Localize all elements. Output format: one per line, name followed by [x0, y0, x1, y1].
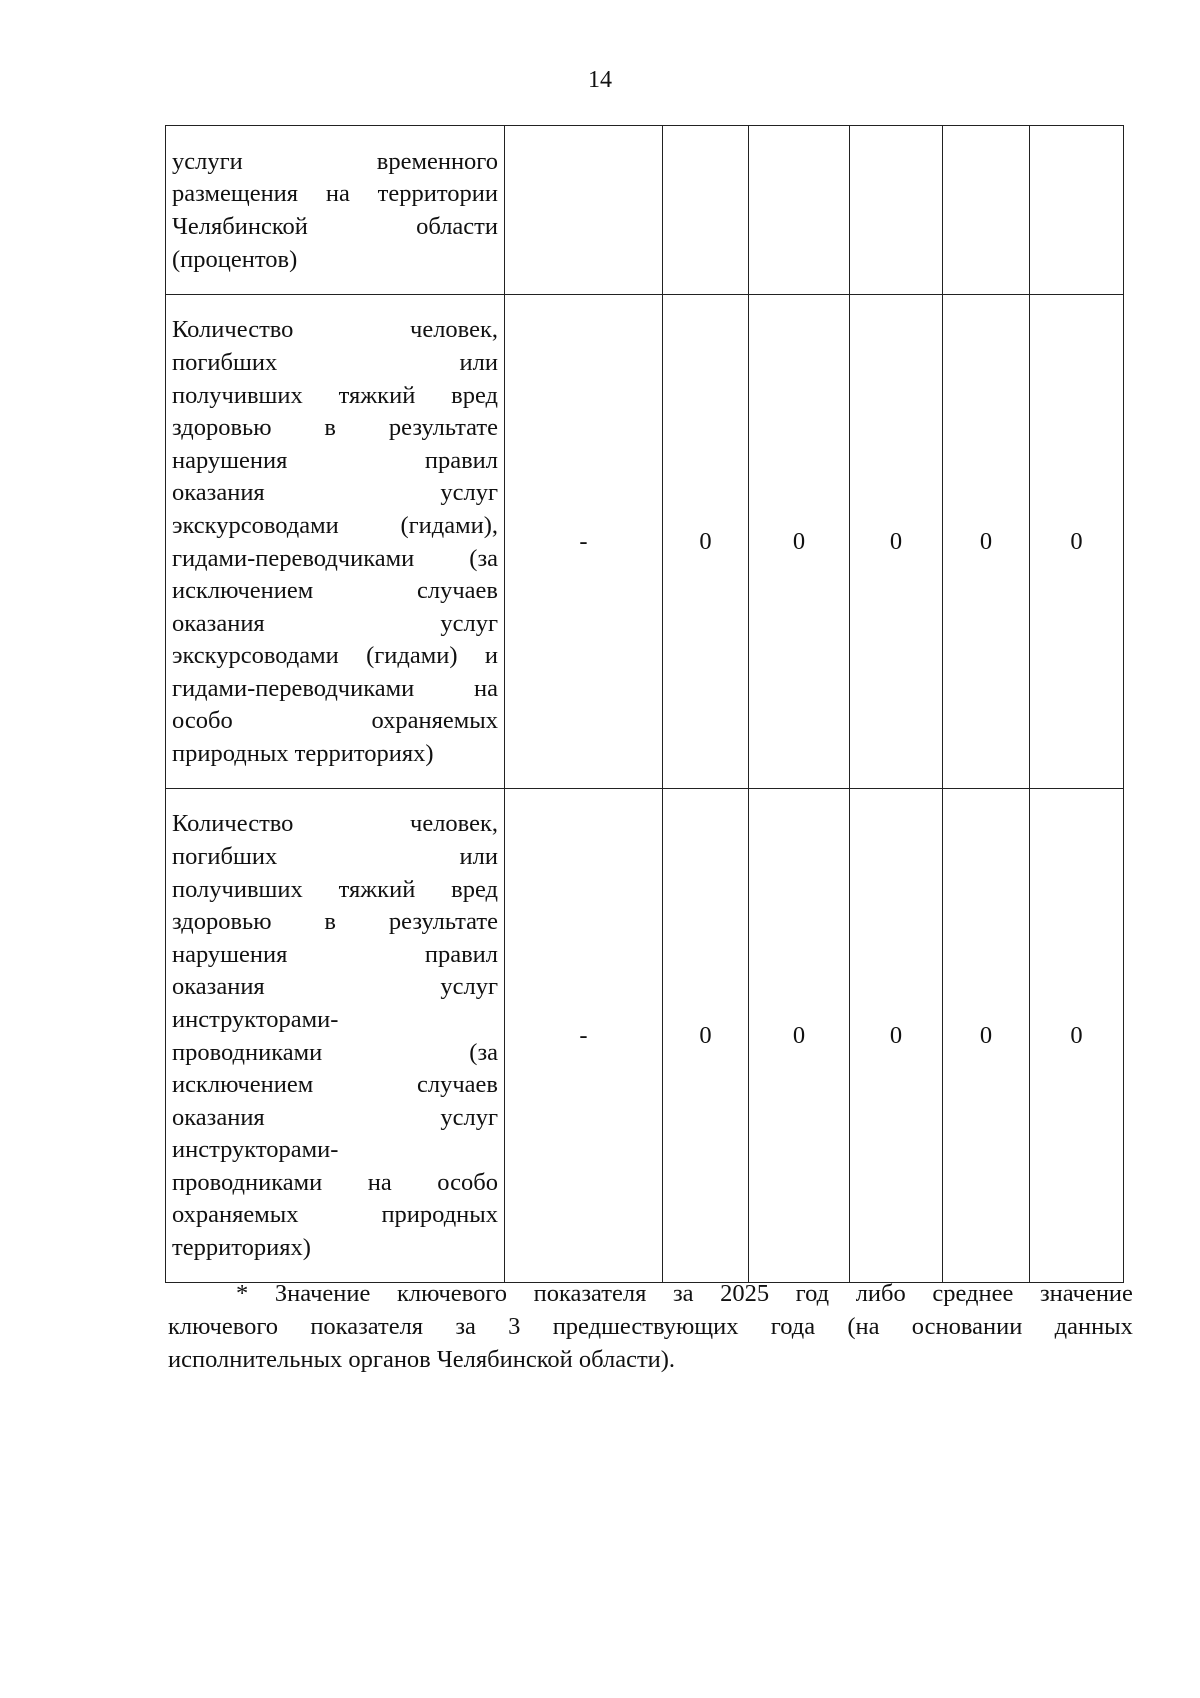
footnote	[168, 1277, 1133, 1376]
footnote-word: среднее	[932, 1280, 1014, 1307]
indicator-name-word: в	[324, 414, 336, 442]
page-number: 14	[588, 67, 612, 93]
indicator-name-line	[172, 971, 498, 1004]
footnote-word: 2025	[720, 1280, 770, 1307]
indicator-name-word: оказания	[172, 479, 265, 507]
table-row	[166, 295, 1124, 789]
indicator-name-line	[172, 575, 498, 608]
indicator-name-line	[172, 1004, 498, 1037]
indicator-name-word: правил	[424, 940, 498, 968]
footnote-word: (на	[847, 1313, 880, 1340]
indicator-name-word: оказания	[172, 1103, 265, 1131]
indicator-name-word: территории	[377, 180, 498, 208]
indicator-name-word: области	[416, 213, 498, 240]
indicator-name-word: (за	[469, 1038, 498, 1066]
indicator-name-word: на	[325, 180, 350, 208]
value-year-1-cell	[663, 126, 749, 295]
indicator-name-word: природных	[381, 1201, 498, 1229]
footnote-word: данных	[1054, 1313, 1133, 1340]
indicator-name-line	[172, 314, 498, 347]
indicator-name-word: случаев	[417, 577, 498, 605]
indicator-name-line	[172, 543, 498, 576]
indicator-name-word: оказания	[172, 609, 265, 637]
indicator-name-word: особо	[172, 707, 233, 735]
indicator-name-word: результате	[388, 414, 498, 442]
indicator-name-word: проводниками	[172, 1168, 323, 1196]
indicator-name-line	[172, 211, 498, 244]
indicator-name-word: экскурсоводами	[172, 511, 339, 539]
indicator-name-word: охраняемых	[172, 1201, 299, 1229]
indicator-name-cell	[166, 126, 505, 295]
indicator-name-word: гидами-переводчиками	[172, 544, 415, 572]
indicator-name-word: временного	[376, 147, 498, 175]
indicator-name-word: размещения	[172, 180, 299, 208]
footnote-word: ключевого	[396, 1280, 508, 1307]
indicator-name-word: особо	[437, 1168, 498, 1196]
indicator-name-word: в	[324, 908, 336, 936]
indicator-name-line	[172, 178, 498, 211]
value-year-5-cell: 0	[1030, 789, 1124, 1283]
value-year-5-cell	[1030, 126, 1124, 295]
baseline-value-cell: -	[505, 295, 663, 789]
value-year-3-cell: 0	[850, 295, 943, 789]
indicator-name-line	[172, 738, 498, 771]
indicator-name-word: нарушения	[172, 940, 288, 968]
indicator-name-word: результате	[388, 908, 498, 936]
footnote-line	[168, 1277, 1133, 1310]
footnote-line	[168, 1310, 1133, 1343]
footnote-word: либо	[855, 1280, 906, 1307]
value-year-3-cell: 0	[850, 789, 943, 1283]
indicator-name-line	[172, 412, 498, 445]
indicator-name-line	[172, 640, 498, 673]
footnote-word: Значение	[274, 1280, 371, 1307]
indicator-name-word: территориях)	[172, 1234, 311, 1262]
indicator-name-line	[172, 1037, 498, 1070]
indicator-name-word: погибших	[172, 842, 278, 870]
indicator-name-word: на	[474, 674, 498, 702]
indicator-name-word: случаев	[417, 1071, 498, 1099]
indicator-name-word: на	[367, 1168, 392, 1196]
indicator-name-word: исключением	[172, 577, 314, 605]
indicator-name-line	[172, 808, 498, 841]
value-year-2-cell: 0	[749, 789, 850, 1283]
indicator-name-word: Челябинской	[172, 213, 308, 240]
value-year-4-cell: 0	[943, 789, 1030, 1283]
indicators-table	[165, 125, 1124, 1283]
indicator-name-word: правил	[424, 446, 498, 474]
indicator-name-line	[172, 874, 498, 907]
footnote-word: год	[795, 1280, 830, 1307]
indicator-name-word: здоровью	[172, 414, 272, 442]
indicator-name-line	[172, 608, 498, 641]
indicator-name-cell	[166, 295, 505, 789]
indicator-name-line	[172, 1232, 498, 1265]
indicator-name-word: услуг	[440, 609, 498, 637]
footnote-word: показателя	[310, 1313, 424, 1340]
baseline-value-cell: -	[505, 789, 663, 1283]
indicator-name-line	[172, 477, 498, 510]
indicator-name-word: и	[484, 642, 498, 670]
indicator-name-line	[172, 705, 498, 738]
indicator-name-line	[172, 1102, 498, 1135]
value-year-3-cell	[850, 126, 943, 295]
indicator-name-word: инструкторами-	[172, 1005, 339, 1033]
indicator-name-word: получивших	[172, 381, 303, 409]
indicator-name-line	[172, 1199, 498, 1232]
indicator-name-word: гидами-переводчиками	[172, 674, 415, 702]
indicator-name-word: проводниками	[172, 1038, 323, 1066]
indicator-name-word: услуг	[440, 1103, 498, 1131]
indicator-name-word: услуг	[440, 973, 498, 1001]
indicator-name-line	[172, 1167, 498, 1200]
indicator-name-word: человек,	[410, 810, 498, 838]
indicator-name-word: охраняемых	[371, 707, 498, 735]
indicator-name-word: Количество	[172, 810, 294, 838]
indicator-name-line	[172, 244, 498, 277]
value-year-1-cell: 0	[663, 789, 749, 1283]
indicator-name-word: Количество	[172, 316, 294, 344]
indicator-name-line	[172, 1069, 498, 1102]
indicator-name-line	[172, 939, 498, 972]
indicator-name-word: природных территориях)	[172, 740, 434, 768]
value-year-5-cell: 0	[1030, 295, 1124, 789]
indicator-name-word: оказания	[172, 973, 265, 1001]
value-year-4-cell: 0	[943, 295, 1030, 789]
indicator-name-word: или	[459, 348, 498, 376]
baseline-value-cell	[505, 126, 663, 295]
indicator-name-word: исключением	[172, 1071, 314, 1099]
indicator-name-word: человек,	[410, 316, 498, 344]
footnote-word: предшествующих	[552, 1313, 739, 1340]
indicator-name-line	[172, 347, 498, 380]
indicator-name-word: инструкторами-	[172, 1136, 339, 1164]
footnote-word: основании	[911, 1313, 1023, 1340]
indicator-name-line	[172, 146, 498, 179]
indicator-name-word: тяжкий	[338, 875, 416, 903]
value-year-2-cell: 0	[749, 295, 850, 789]
footnote-word: за	[455, 1313, 476, 1340]
table-row	[166, 789, 1124, 1283]
indicator-name-word: или	[459, 842, 498, 870]
value-year-2-cell	[749, 126, 850, 295]
indicator-name-word: вред	[451, 875, 498, 903]
indicator-name-word: экскурсоводами	[172, 642, 339, 670]
indicator-name-line	[172, 380, 498, 413]
footnote-word: за	[672, 1280, 694, 1307]
value-year-4-cell	[943, 126, 1030, 295]
indicator-name-line	[172, 841, 498, 874]
indicator-name-word: услуг	[440, 479, 498, 507]
footnote-word: значение	[1039, 1280, 1133, 1307]
indicator-name-word: нарушения	[172, 446, 288, 474]
table-row	[166, 126, 1124, 295]
indicator-name-word: погибших	[172, 348, 278, 376]
indicator-name-word: здоровью	[172, 908, 272, 936]
indicator-name-line	[172, 1134, 498, 1167]
indicator-name-line	[172, 445, 498, 478]
indicator-name-line	[172, 906, 498, 939]
footnote-word: 3	[508, 1313, 521, 1340]
footnote-word: ключевого	[168, 1313, 279, 1340]
footnote-word: года	[770, 1313, 816, 1340]
footnote-line	[168, 1343, 1133, 1376]
indicator-name-cell	[166, 789, 505, 1283]
value-year-1-cell: 0	[663, 295, 749, 789]
indicator-name-word: вред	[451, 381, 498, 409]
indicator-name-word: (гидами),	[400, 511, 498, 539]
indicator-name-word: (гидами)	[366, 642, 458, 670]
indicator-name-word: (за	[469, 544, 498, 572]
indicator-name-line	[172, 673, 498, 706]
footnote-word: *	[236, 1280, 249, 1307]
footnote-word: показателя	[533, 1280, 647, 1307]
indicator-name-line	[172, 510, 498, 543]
indicator-name-word: услуги	[172, 147, 243, 175]
footnote-word: исполнительных органов Челябинской области).	[168, 1346, 676, 1373]
indicator-name-word: (процентов)	[172, 245, 298, 273]
indicator-name-word: тяжкий	[338, 381, 416, 409]
indicator-name-word: получивших	[172, 875, 303, 903]
